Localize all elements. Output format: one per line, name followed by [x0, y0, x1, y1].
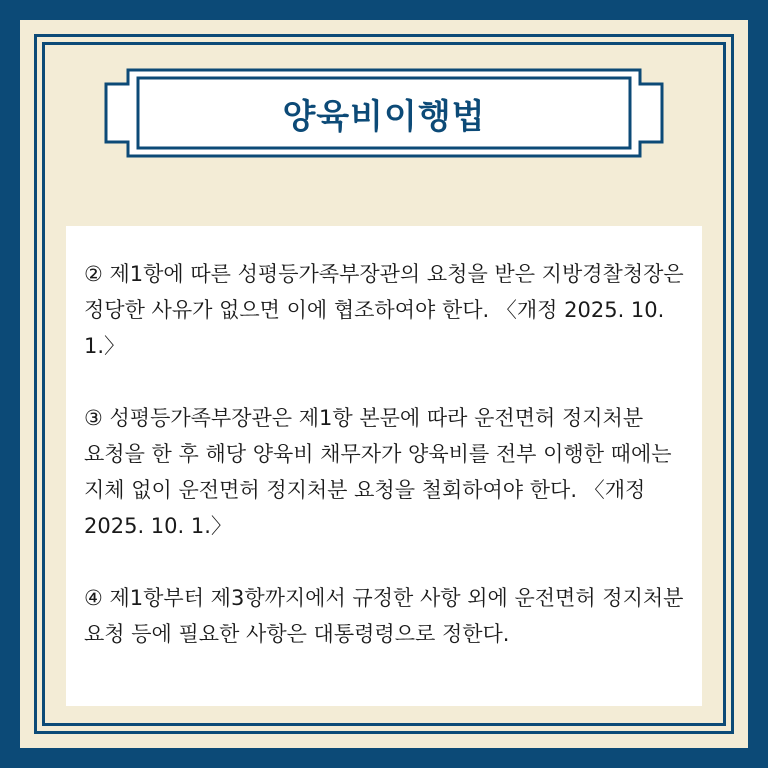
- title-banner: [104, 68, 664, 158]
- page-title: 양육비이행법: [282, 96, 486, 137]
- paragraph-2: ② 제1항에 따른 성평등가족부장관의 요청을 받은 지방경찰청장은 정당한 사유가 없으면 이에 협조하여야 한다. 〈개정 2025. 10. 1.〉: [84, 262, 684, 358]
- paragraph-3: ③ 성평등가족부장관은 제1항 본문에 따라 운전면허 정지처분 요청을 한 후 해당 양육비 채무자가 양육비를 전부 이행한 때에는 지체 없이 운전면허 정지처분 요청을 철회하여야 한다. 〈개정 2025. 10. 1.〉: [84, 406, 672, 538]
- content-panel: [66, 226, 702, 706]
- paragraph-4: ④ 제1항부터 제3항까지에서 규정한 사항 외에 운전면허 정지처분 요청 등에 필요한 사항은 대통령령으로 정한다.: [84, 586, 684, 646]
